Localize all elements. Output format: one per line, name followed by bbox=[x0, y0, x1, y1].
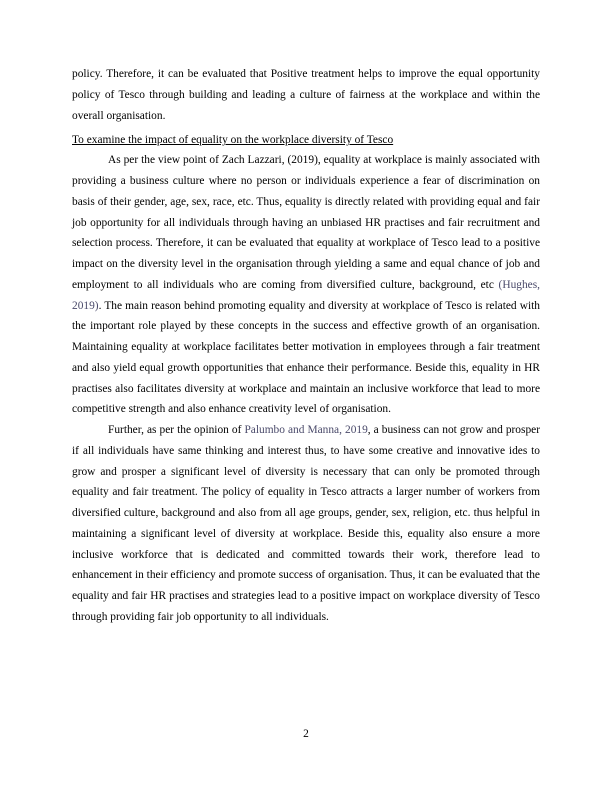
paragraph-1-text-a: As per the view point of Zach Lazzari, (2019), equality at workplace is mainly associated with providing a business culture where no person or individuals experience a fear of discrimination on basis of their gender, age, sex, race, etc. Thus, equality is directly related with providing equal and fair job opportunity for all individuals through having an unbiased HR practises and fair recruitment and selection process. Therefore, it can be evaluated that equality at workplace of Tesco lead to a positive impact on the diversity level in the organisation through yielding a same and equal chance of job and employment to all individuals who are coming from diversified culture, background, etc bbox=[72, 154, 540, 291]
body-paragraph-1 bbox=[72, 150, 540, 420]
paragraph-1-text-b: . The main reason behind promoting equality and diversity at workplace of Tesco is related with the important role played by these concepts in the success and effective growth of an organisation. Maintaining equality at workplace facilitates better motivation in employees through a fair treatment and also yield equal growth opportunities that enhance their performance. Beside this, equality in HR practises also facilitates diversity at workplace and maintain an inclusive workforce that lead to more competitive strength and also enhance creativity level of organisation. bbox=[72, 299, 540, 416]
section-heading: To examine the impact of equality on the workplace diversity of Tesco bbox=[72, 134, 394, 147]
paragraph-2-text-b: , a business can not grow and prosper if all individuals have same thinking and interest thus, to have some creative and innovative ides to grow and prosper a significant level of diversity is necessary that can only be promoted through equality and fair treatment. The policy of equality in Tesco attracts a larger number of workers from diversified culture, background and also from all age groups, gender, sex, religion, etc. thus helpful in maintaining a significant level of diversity at workplace. Beside this, equality also ensure a more inclusive workforce that is dedicated and committed towards their work, therefore lead to enhancement in their efficiency and promote success of organisation. Thus, it can be evaluated that the equality and fair HR practises and strategies lead to a positive impact on workplace diversity of Tesco through providing fair job opportunity to all individuals. bbox=[72, 424, 540, 623]
continuation-paragraph: policy. Therefore, it can be evaluated that Positive treatment helps to improve the equal opportunity policy of Tesco through building and leading a culture of fairness at the workplace and within the overall organisation. bbox=[72, 68, 540, 122]
body-paragraph-2 bbox=[72, 420, 540, 628]
citation-palumbo-manna: Palumbo and Manna, 2019 bbox=[244, 424, 368, 436]
page-number: 2 bbox=[303, 728, 309, 740]
citation-hughes: (Hughes, 2019) bbox=[72, 278, 540, 312]
page-body bbox=[72, 64, 540, 628]
paragraph-2-text-a: Further, as per the opinion of bbox=[108, 424, 245, 436]
